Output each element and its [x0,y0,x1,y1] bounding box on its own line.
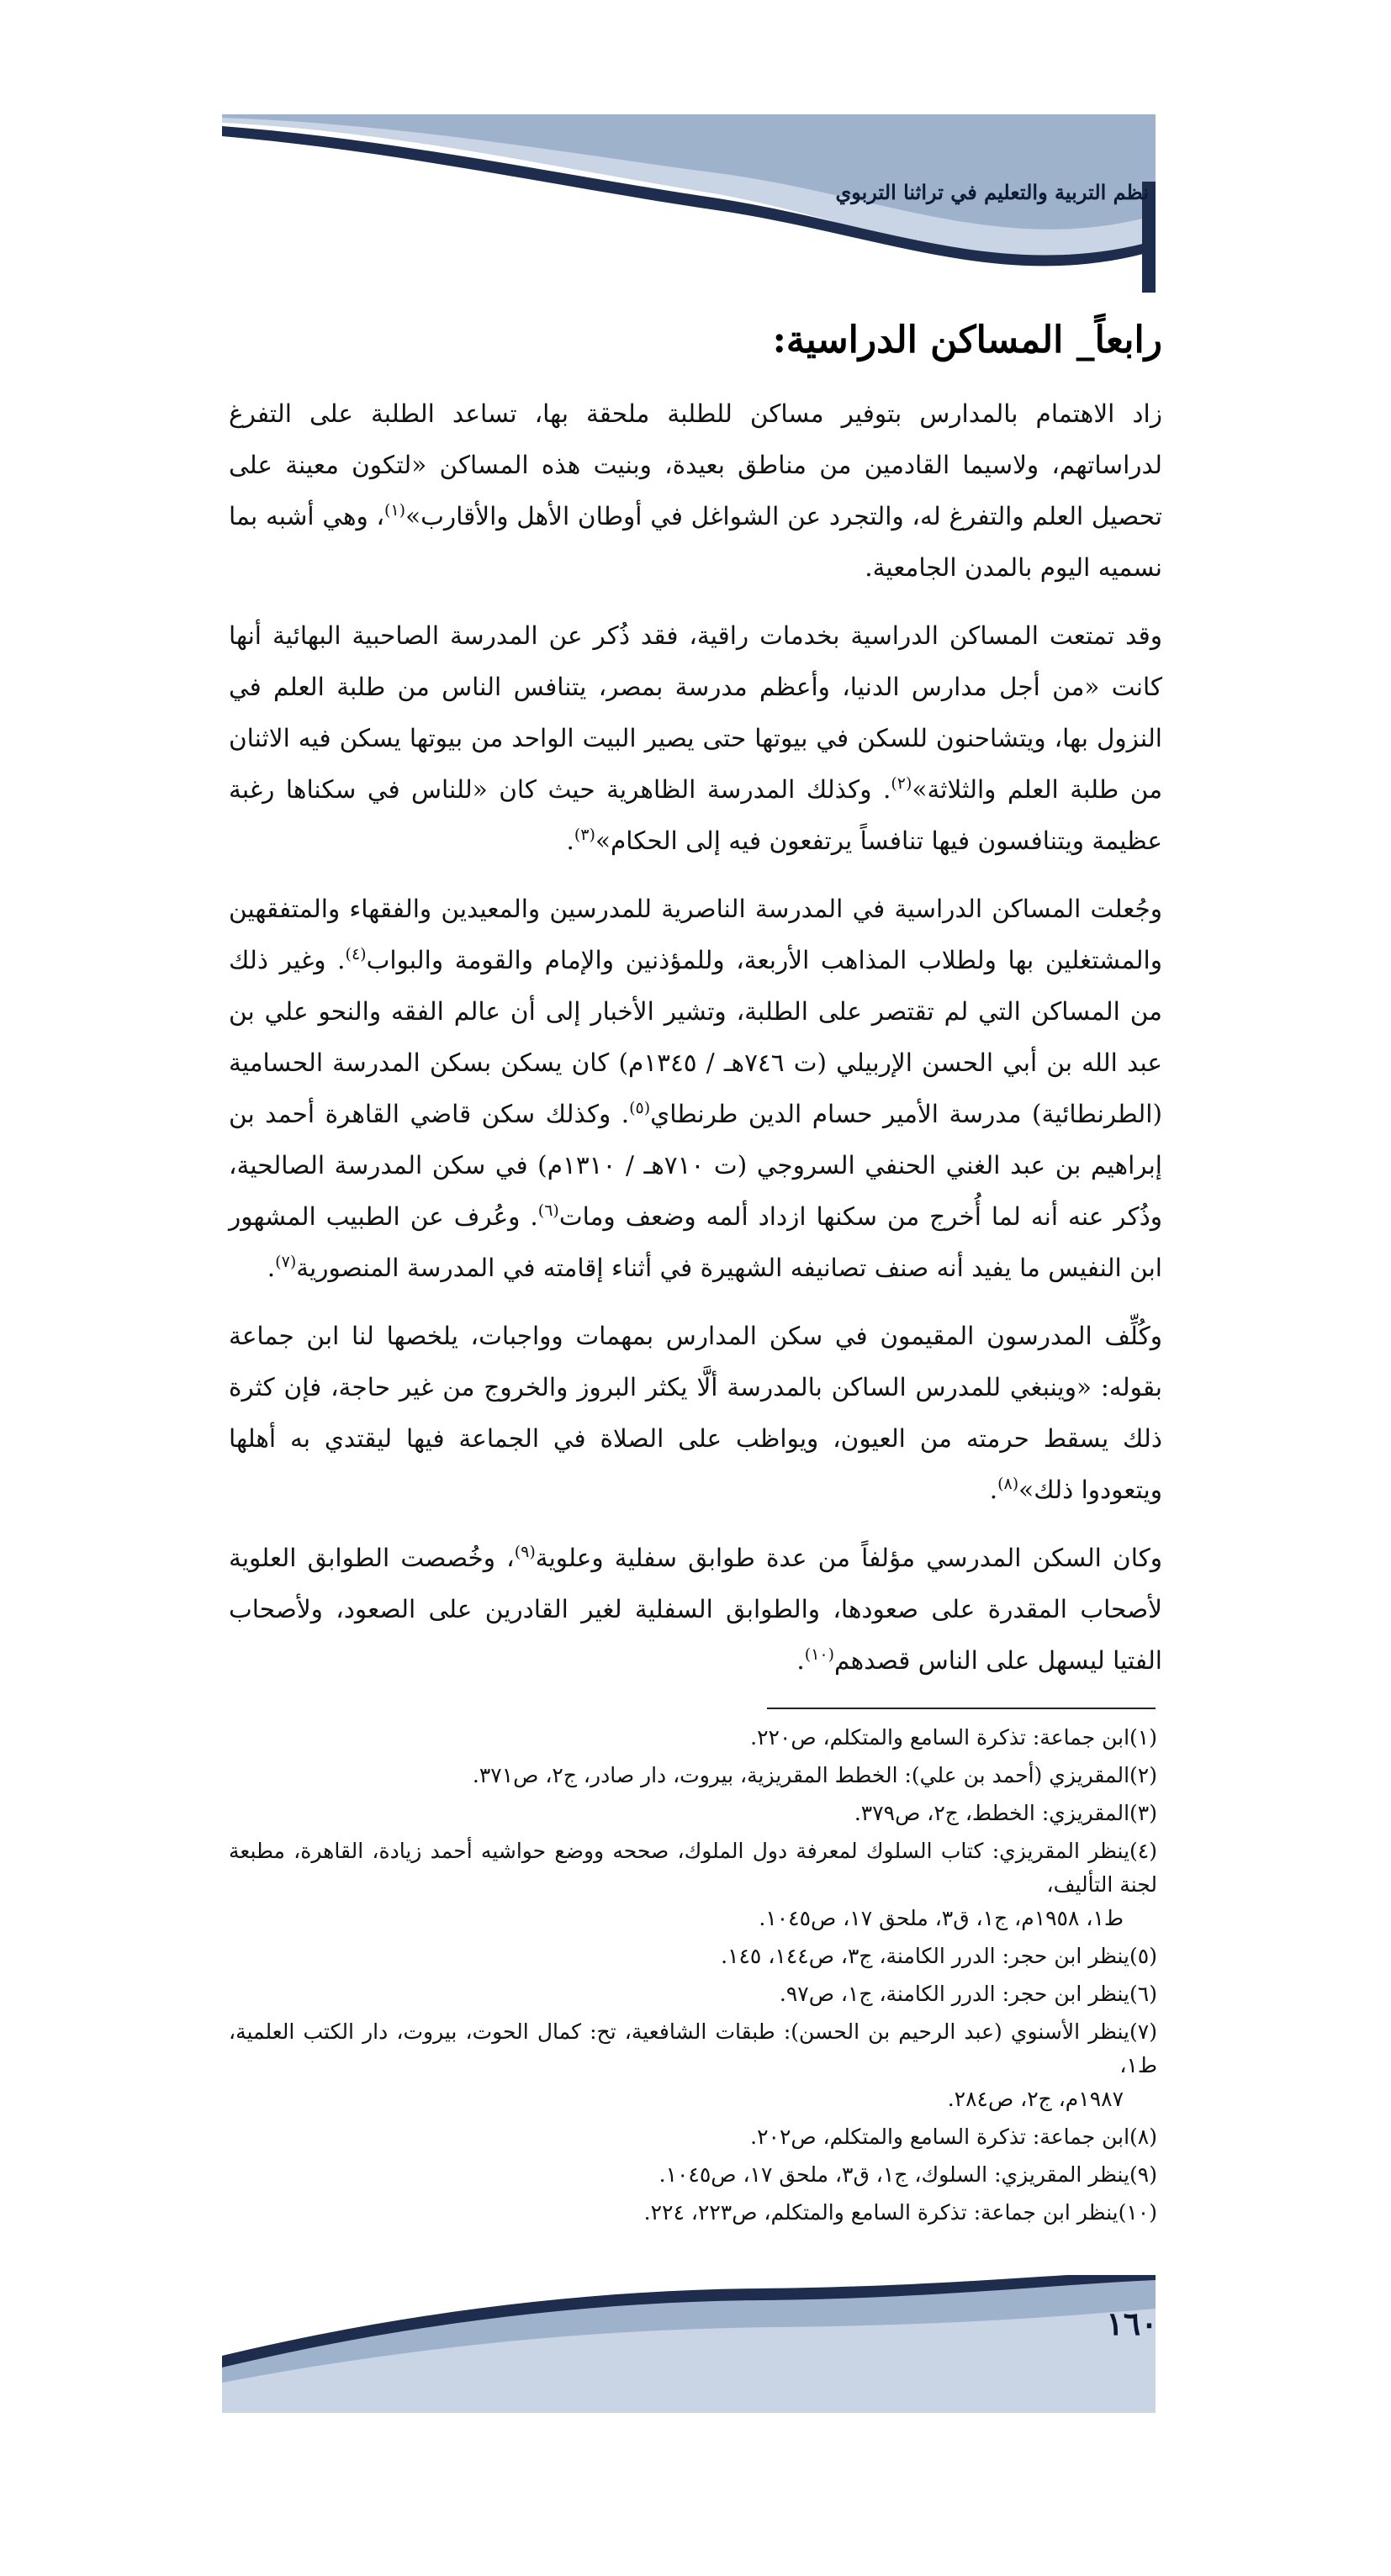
footnote-reference: (٦) [537,1201,559,1221]
section-title: رابعاً_ المساكن الدراسية: [772,319,1162,362]
paragraph-text: . وكذلك سكن قاضي القاهرة أحمد بن إبراهيم بن عبد الغني الحنفي السروجي (ت ٧١٠هـ / ١٣١٠م) في سكن المدرسة الصالحية، وذُكر عنه أنه لما أُخرج من سكنها ازداد ألمه وضعف ومات [229,1100,1162,1231]
footnote-item [229,1977,1157,2011]
footnote-text: ينظر الأسنوي (عبد الرحيم بن الحسن): طبقات الشافعية، تح: كمال الحوت، بيروت، دار الكتب العلمية، ط١، [229,2019,1157,2077]
body-paragraph [229,610,1162,867]
footnote-reference: (٥) [629,1099,651,1118]
footnote-text: ينظر ابن حجر: الدرر الكامنة، ج١، ص٩٧. [779,1982,1130,2006]
footnote-number: (٣) [1129,1801,1157,1825]
paragraph-text: . وكذلك المدرسة الظاهرية حيث كان «للناس في سكناها رغبة عظيمة ويتنافسون فيها تنافساً يرتفعون فيه إلى الحكام» [229,775,1162,855]
running-header-title: نظم التربية والتعليم في تراثنا التربوي [835,180,1149,204]
footnote-reference: (٩) [514,1543,536,1562]
body-paragraph [229,1311,1162,1516]
footnote-text: ابن جماعة: تذكرة السامع والمتكلم، ص٢٢٠. [750,1725,1130,1750]
paragraph-text: . [566,826,574,855]
paragraph-text: ، وهي أشبه بما نسميه اليوم بالمدن الجامعية. [229,502,1162,582]
footnote-reference: (٢) [891,774,912,794]
footnote-number: (٨) [1129,2125,1157,2149]
footnotes-list [229,1721,1157,2234]
footnote-reference: (٧) [275,1253,297,1272]
footnote-text: ينظر ابن جماعة: تذكرة السامع والمتكلم، ص٢٢٣، ٢٢٤. [643,2200,1119,2225]
paragraph-text: وجُعلت المساكن الدراسية في المدرسة الناصرية للمدرسين والمعيدين والفقهاء والمتفقهين والمشتغلين بها ولطلاب المذاهب الأربعة، وللمؤذنين والإمام والقومة والبواب [229,895,1162,974]
footnote-text: ابن جماعة: تذكرة السامع والمتكلم، ص٢٠٢. [750,2125,1130,2149]
footnote-number: (١) [1129,1725,1157,1750]
footnote-number: (٥) [1129,1944,1157,1968]
footnote-number: (٤) [1129,1839,1157,1863]
body-paragraph [229,884,1162,1294]
footnote-item [229,2015,1157,2116]
main-content [229,311,1162,1703]
footnote-text: ينظر المقريزي: كتاب السلوك لمعرفة دول الملوك، صححه ووضع حواشيه أحمد زيادة، القاهرة، مطبعة لجنة التأليف، [229,1839,1157,1897]
footnote-text: ينظر المقريزي: السلوك، ج١، ق٣، ملحق ١٧، ص١٠٤٥. [658,2162,1130,2187]
footnote-continuation: ط١، ١٩٥٨م، ج١، ق٣، ملحق ١٧، ص١٠٤٥. [759,1906,1124,1930]
footnote-item [229,2120,1157,2154]
paragraph-text: زاد الاهتمام بالمدارس بتوفير مساكن للطلبة ملحقة بها، تساعد الطلبة على التفرغ لدراساتهم، ولاسيما القادمين من مناطق بعيدة، وبنيت هذه المساكن «لتكون معينة على تحصيل العلم والتفرغ له، والتجرد عن الشواغل في أوطان الأهل والأقارب» [229,399,1163,531]
footnote-separator [767,1708,1156,1709]
paragraph-text: وكان السكن المدرسي مؤلفاً من عدة طوابق سفلية وعلوية [535,1544,1162,1572]
footnote-item [229,1834,1157,1935]
footnote-reference: (٤) [345,945,367,964]
footnote-reference: (١) [384,501,406,520]
footnote-number: (١٠) [1118,2200,1157,2225]
paragraph-text: وقد تمتعت المساكن الدراسية بخدمات راقية، فقد ذُكر عن المدرسة الصاحبية البهائية أنها كانت «من أجل مدارس الدنيا، وأعظم مدرسة بمصر، يتنافس الناس من طلبة العلم في النزول بها، ويتشاحنون للسكن في بيوتها حتى يصير البيت الواحد من بيوتها يسكن فيه الاثنان من طلبة العلم والثلاثة» [229,621,1162,804]
footnote-number: (٧) [1129,2019,1157,2044]
footnote-text: المقريزي (أحمد بن علي): الخطط المقريزية، بيروت، دار صادر، ج٢، ص٣٧١. [472,1763,1130,1787]
footnote-reference: (١٠) [804,1645,835,1665]
footer-wave-graphic [222,2275,1156,2413]
footnote-text: المقريزي: الخطط، ج٢، ص٣٧٩. [854,1801,1130,1825]
footnote-number: (٩) [1129,2162,1157,2187]
paragraph-text: وكُلِّف المدرسون المقيمون في سكن المدارس بمهمات وواجبات، يلخصها لنا ابن جماعة بقوله: «وينبغي للمدرس الساكن بالمدرسة ألَّا يكثر البروز والخروج من غير حاجة، فإن كثرة ذلك يسقط حرمته من العيون، ويواظب على الصلاة في الجماعة فيها ليقتدي به أهلها ويتعودوا ذلك» [229,1322,1162,1504]
footnote-reference: (٨) [997,1475,1019,1494]
paragraph-text: . [796,1646,805,1675]
footnote-item [229,1721,1157,1755]
body-paragraph [229,1533,1162,1687]
footnote-item [229,1940,1157,1973]
footnote-reference: (٣) [574,826,595,845]
footnote-number: (٢) [1129,1763,1157,1787]
paragraph-text: ، وخُصصت الطوابق العلوية لأصحاب المقدرة على صعودها، والطوابق السفلية لغير القادرين على الصعود، ولأصحاب الفتيا ليسهل على الناس قصدهم [229,1544,1162,1675]
paragraph-text: . وعُرف عن الطبيب المشهور ابن النفيس ما يفيد أنه صنف تصانيفه الشهيرة في أثناء إقامته في المدرسة المنصورية [229,1202,1162,1282]
footnote-item [229,1797,1157,1830]
body-paragraph [229,388,1162,594]
paragraph-text: . وغير ذلك من المساكن التي لم تقتصر على الطلبة، وتشير الأخبار إلى أن عالم الفقه والنحو علي بن عبد الله بن أبي الحسن الإربيلي (ت ٧٤٦هـ / ١٣٤٥م) كان يسكن بسكن المدرسة الحسامية (الطرنطائية) مدرسة الأمير حسام الدين طرنطاي [229,946,1163,1128]
paragraph-text: . [989,1475,998,1504]
footnote-text: ينظر ابن حجر: الدرر الكامنة، ج٣، ص١٤٤، ١٤٥. [721,1944,1130,1968]
footnote-item [229,1759,1157,1792]
footer-banner [222,2275,1156,2413]
footnote-number: (٦) [1129,1982,1157,2006]
footnote-item [229,2196,1157,2230]
footnote-item [229,2158,1157,2192]
page-number: ١٦٠ [1106,2304,1158,2342]
paragraph-text: . [267,1254,276,1282]
body-paragraphs [229,388,1162,1687]
footnote-continuation: ١٩٨٧م، ج٢، ص٢٨٤. [947,2087,1124,2111]
